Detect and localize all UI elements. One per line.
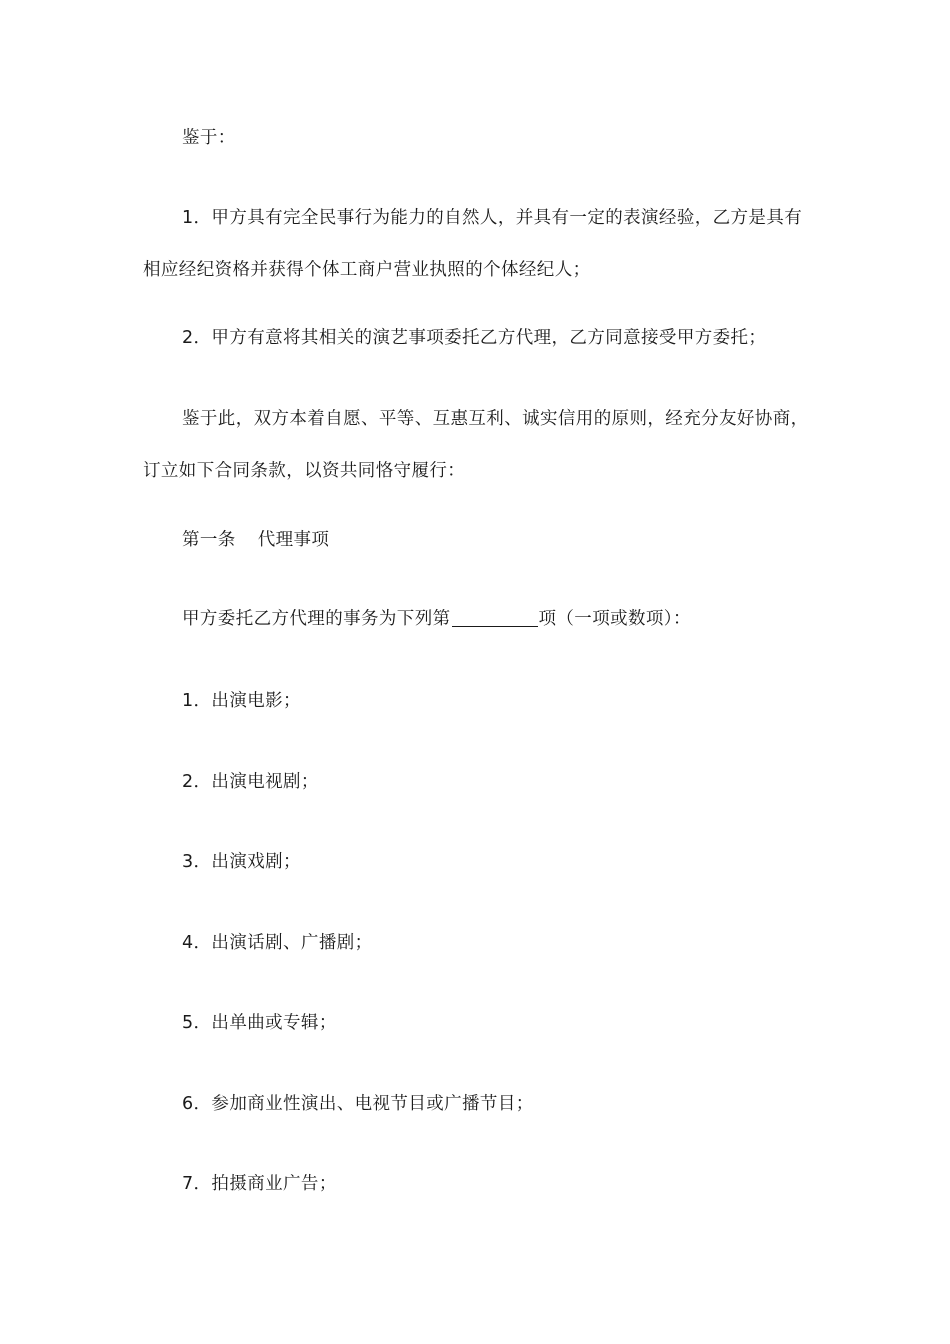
scope-prefix: 甲方委托乙方代理的事务为下列第 (182, 609, 451, 629)
article-1-number: 第一条 (182, 530, 236, 550)
scope-suffix: 项（一项或数项）： (538, 609, 691, 629)
scope-blank-field[interactable] (452, 608, 538, 627)
recital-1: 1．甲方具有完全民事行为能力的自然人，并具有一定的表演经验，乙方是具有相应经纪资格并获得个体工商户营业执照的个体经纪人； (143, 208, 803, 280)
scope-line (182, 593, 810, 645)
list-item: 5．出单曲或专辑； (182, 1013, 337, 1033)
list-item: 7．拍摄商业广告； (182, 1174, 337, 1194)
article-1-heading (182, 514, 810, 566)
list-item: 3．出演戏剧； (182, 852, 301, 872)
preamble-heading: 鉴于： (182, 128, 236, 148)
list-item: 4．出演话剧、广播剧； (182, 933, 373, 953)
list-item: 2．出演电视剧； (182, 772, 319, 792)
agreement-statement: 鉴于此，双方本着自愿、平等、互惠互利、诚实信用的原则，经充分友好协商，订立如下合同条款，以资共同恪守履行： (143, 409, 809, 481)
article-1-title: 代理事项 (257, 530, 330, 550)
list-item: 1．出演电影； (182, 691, 301, 711)
list-item: 6．参加商业性演出、电视节目或广播节目； (182, 1094, 534, 1114)
recital-2: 2．甲方有意将其相关的演艺事项委托乙方代理，乙方同意接受甲方委托； (182, 328, 767, 348)
